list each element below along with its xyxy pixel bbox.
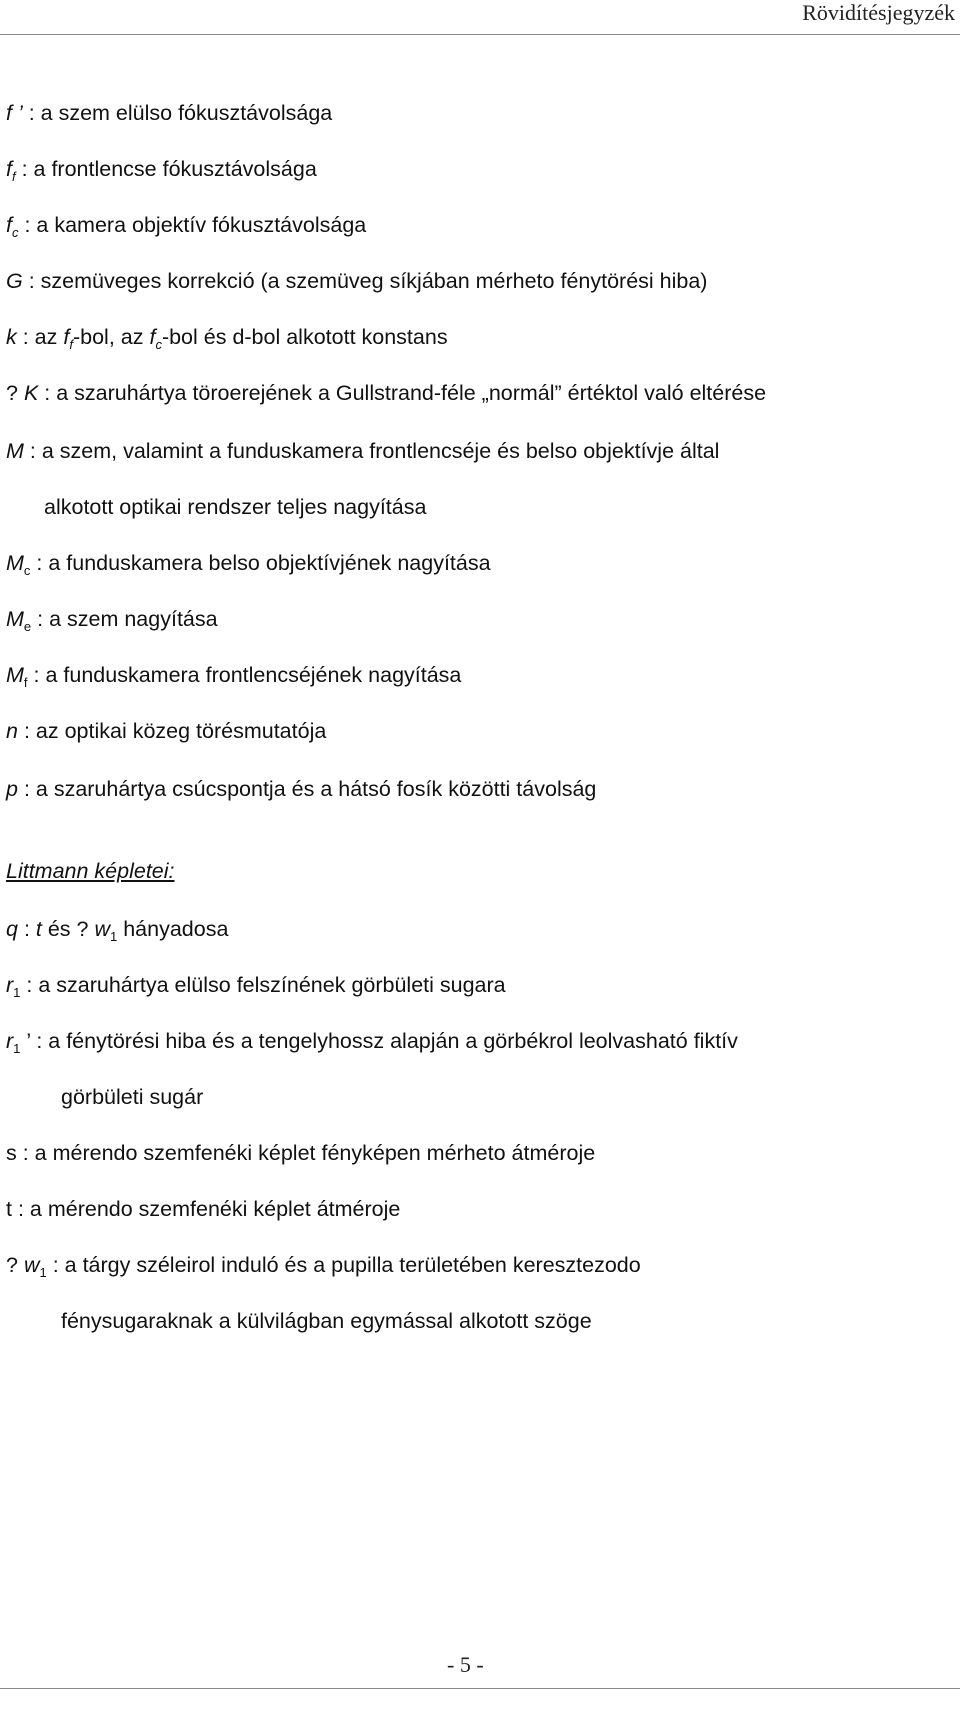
entry-text: : a szem, valamint a funduskamera frontlencséje és belso objektívje által: [23, 439, 720, 463]
entry-t: [6, 1196, 400, 1222]
entry-subscript: c: [23, 563, 31, 578]
entry-delta-w1: [6, 1252, 641, 1278]
entry-text: : a mérendo szemfenéki képlet fényképen mérheto átméroje: [16, 1141, 596, 1165]
entry-q: [6, 916, 228, 942]
entry-k: [6, 324, 448, 350]
entry-delta-K: [6, 380, 766, 406]
entry-text: : a funduskamera frontlencséjének nagyítása: [27, 663, 462, 687]
entry-symbol: M: [6, 551, 24, 575]
entry-symbol: w: [94, 917, 110, 941]
entry-symbol: G: [6, 269, 23, 293]
entry-M-c: [6, 550, 491, 576]
entry-symbol: f: [6, 213, 12, 237]
entry-subscript: c: [155, 337, 162, 352]
entry-text: : a funduskamera belso objektívjének nagyítása: [30, 551, 491, 575]
entry-subscript: 1: [110, 929, 118, 944]
entry-text: : a mérendo szemfenéki képlet átméroje: [11, 1197, 401, 1221]
entry-text: fénysugaraknak a külvilágban egymással alkotott szöge: [61, 1309, 592, 1333]
entry-subscript: f: [23, 675, 28, 690]
entry-symbol: M: [6, 607, 24, 631]
entry-p: [6, 776, 596, 802]
entry-text: : az: [16, 325, 64, 349]
entry-delta-w1-continuation: [61, 1308, 592, 1334]
entry-subscript: 1: [13, 1041, 21, 1056]
entry-text: : szemüveges korrekció (a szemüveg síkjában mérheto fénytörési hiba): [22, 269, 708, 293]
entry-symbol: r: [6, 973, 14, 997]
entry-symbol: t: [35, 917, 42, 941]
entry-text: -bol, az: [72, 325, 150, 349]
entry-symbol: q: [6, 917, 18, 941]
header-title: Rövidítésjegyzék: [802, 0, 955, 25]
entry-text: : a szaruhártya csúcspontja és a hátsó fosík közötti távolság: [17, 777, 597, 801]
entry-f-prime: [6, 100, 332, 126]
entry-subscript: 1: [13, 985, 21, 1000]
entry-text: : a szaruhártya töroerejének a Gullstrand-féle „normál” értéktol való eltérése: [38, 381, 767, 405]
entry-symbol: f: [63, 325, 70, 349]
entry-symbol: M: [6, 663, 24, 687]
entry-subscript: c: [11, 225, 19, 240]
entry-subscript: f: [69, 337, 73, 352]
entry-r1-prime-continuation: [61, 1084, 203, 1110]
entry-f-f: [6, 156, 317, 182]
entry-text: ’ : a fénytörési hiba és a tengelyhossz alapján a görbékrol leolvasható fiktív: [20, 1029, 738, 1053]
entry-text: : a szaruhártya elülso felszínének görbületi sugara: [20, 973, 506, 997]
entry-text: :: [17, 917, 36, 941]
entry-symbol: n: [6, 719, 18, 743]
entry-symbol: f ’: [6, 101, 23, 125]
entry-G: [6, 268, 707, 294]
entry-symbol: M: [6, 439, 24, 463]
entry-M: [6, 438, 719, 464]
entry-symbol: p: [6, 777, 18, 801]
entry-text: : a kamera objektív fókusztávolsága: [18, 213, 367, 237]
entry-prefix: ?: [6, 1253, 18, 1277]
entry-n: [6, 718, 326, 744]
entry-s: [6, 1140, 595, 1166]
littmann-heading: [6, 858, 175, 884]
entry-subscript: e: [23, 619, 32, 634]
entry-text: : a szem elülso fókusztávolsága: [22, 101, 333, 125]
entry-subscript: 1: [39, 1265, 47, 1280]
header-rule: [0, 34, 960, 35]
entry-subscript: f: [11, 169, 16, 184]
entry-text: hányadosa: [117, 917, 229, 941]
entry-symbol: w: [23, 1253, 40, 1277]
entry-text: és ?: [41, 917, 95, 941]
page-header: [0, 0, 960, 34]
entry-r1: [6, 972, 506, 998]
entry-M-f: [6, 662, 461, 688]
entry-f-c: [6, 212, 366, 238]
entry-text: : a frontlencse fókusztávolsága: [15, 157, 317, 181]
entry-symbol: f: [6, 157, 12, 181]
footer-rule: [0, 1688, 960, 1689]
section-heading: Littmann képletei:: [6, 859, 175, 883]
entry-text: : a tárgy széleirol induló és a pupilla területében keresztezodo: [46, 1253, 641, 1277]
entry-text: alkotott optikai rendszer teljes nagyítása: [44, 495, 427, 519]
entry-symbol: t: [6, 1197, 12, 1221]
entry-M-e: [6, 606, 218, 632]
entry-symbol: s: [6, 1141, 17, 1165]
entry-symbol: f: [149, 325, 156, 349]
entry-prefix: ?: [6, 381, 18, 405]
entry-M-continuation: [44, 494, 426, 520]
entry-r1-prime: [6, 1028, 738, 1054]
entry-text: -bol és d-bol alkotott konstans: [161, 325, 448, 349]
entry-text: : a szem nagyítása: [31, 607, 218, 631]
page-number: - 5 -: [447, 1652, 484, 1677]
entry-text: : az optikai közeg törésmutatója: [17, 719, 327, 743]
entry-symbol: k: [6, 325, 17, 349]
entry-symbol: r: [6, 1029, 14, 1053]
entry-symbol: K: [23, 381, 39, 405]
entry-text: görbületi sugár: [61, 1085, 204, 1109]
